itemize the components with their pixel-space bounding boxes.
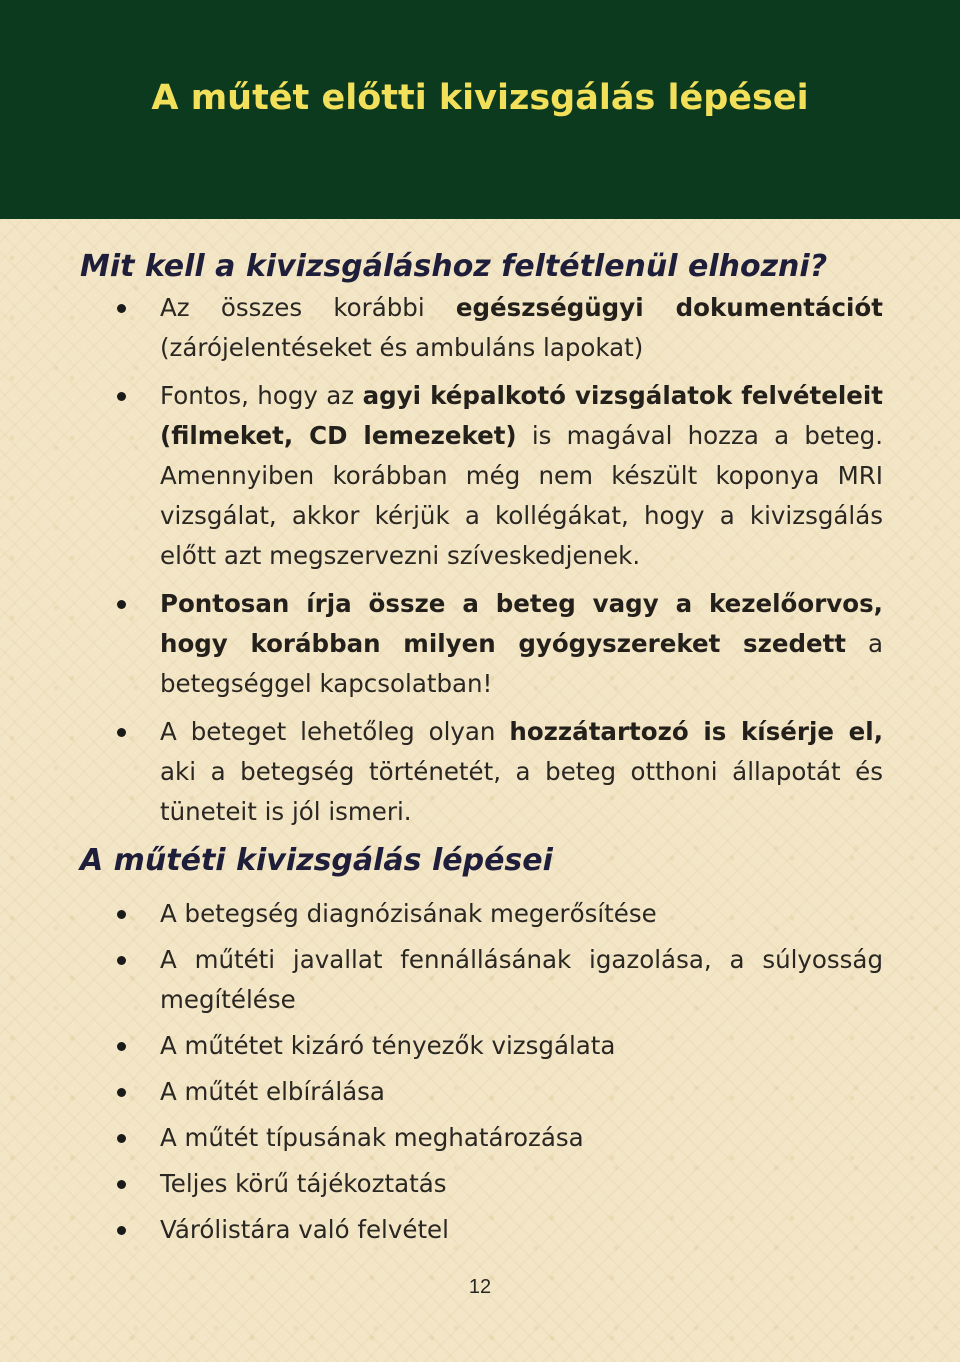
list-item <box>80 1118 883 1158</box>
bring-list <box>80 288 883 832</box>
bullet-icon <box>117 910 126 919</box>
list-item <box>80 712 883 832</box>
bullet-icon <box>117 1134 126 1143</box>
list-item <box>80 584 883 704</box>
bullet-icon <box>117 600 126 609</box>
list-item <box>80 1072 883 1112</box>
list-item <box>80 1164 883 1204</box>
item-text: A betegség diagnózisának megerősítése <box>160 899 657 928</box>
bullet-icon <box>117 392 126 401</box>
page-number: 12 <box>468 1276 492 1298</box>
item-text: (zárójelentéseket és ambuláns lapokat) <box>160 333 644 362</box>
list-item <box>80 1210 883 1250</box>
bullet-icon <box>117 1088 126 1097</box>
main-content <box>80 246 883 1256</box>
item-text: A beteget lehetőleg olyan <box>160 717 510 746</box>
item-text: aki a betegség történetét, a beteg otthoni állapotát és tüneteit is jól ismeri. <box>160 757 883 826</box>
bullet-icon <box>117 1180 126 1189</box>
item-text: A műtét elbírálása <box>160 1077 385 1106</box>
list-item <box>80 894 883 934</box>
item-bold-text: agyi képalkotó vizsgálatok felvételeit (filmeket, CD lemezeket) <box>160 381 883 450</box>
item-bold-text: Pontosan írja össze a beteg vagy a kezelőorvos, hogy korábban milyen gyógyszereket szedett <box>160 589 883 658</box>
list-item <box>80 376 883 576</box>
item-text: Fontos, hogy az <box>160 381 363 410</box>
list-item <box>80 288 883 368</box>
item-text: Az összes korábbi <box>160 293 456 322</box>
item-text: Teljes körű tájékoztatás <box>160 1169 447 1198</box>
steps-list <box>80 894 883 1250</box>
item-text: a betegséggel kapcsolatban! <box>160 629 883 698</box>
item-text: Várólistára való felvétel <box>160 1215 449 1244</box>
header-banner <box>0 0 960 219</box>
section-heading-what-to-bring: Mit kell a kivizsgáláshoz feltétlenül elhozni? <box>80 249 828 284</box>
section-heading-steps: A műtéti kivizsgálás lépései <box>80 843 553 878</box>
item-text: A műtét típusának meghatározása <box>160 1123 584 1152</box>
item-bold-text: egészségügyi dokumentációt <box>455 293 883 322</box>
item-text: A műtétet kizáró tényezők vizsgálata <box>160 1031 616 1060</box>
item-text: A műtéti javallat fennállásának igazolása, a súlyosság megítélése <box>160 945 883 1014</box>
bullet-icon <box>117 1226 126 1235</box>
item-bold-text: hozzátartozó is kísérje el, <box>509 717 883 746</box>
item-text: is magával hozza a beteg. Amennyiben korábban még nem készült koponya MRI vizsgálat, akkor kérjük a kollégákat, hogy a kivizsgálás előtt azt megszervezni szíveskedjenek. <box>160 421 883 570</box>
list-item <box>80 1026 883 1066</box>
bullet-icon <box>117 1042 126 1051</box>
bullet-icon <box>117 956 126 965</box>
bullet-icon <box>117 304 126 313</box>
page-title: A műtét előtti kivizsgálás lépései <box>151 78 809 118</box>
bullet-icon <box>117 728 126 737</box>
list-item <box>80 940 883 1020</box>
